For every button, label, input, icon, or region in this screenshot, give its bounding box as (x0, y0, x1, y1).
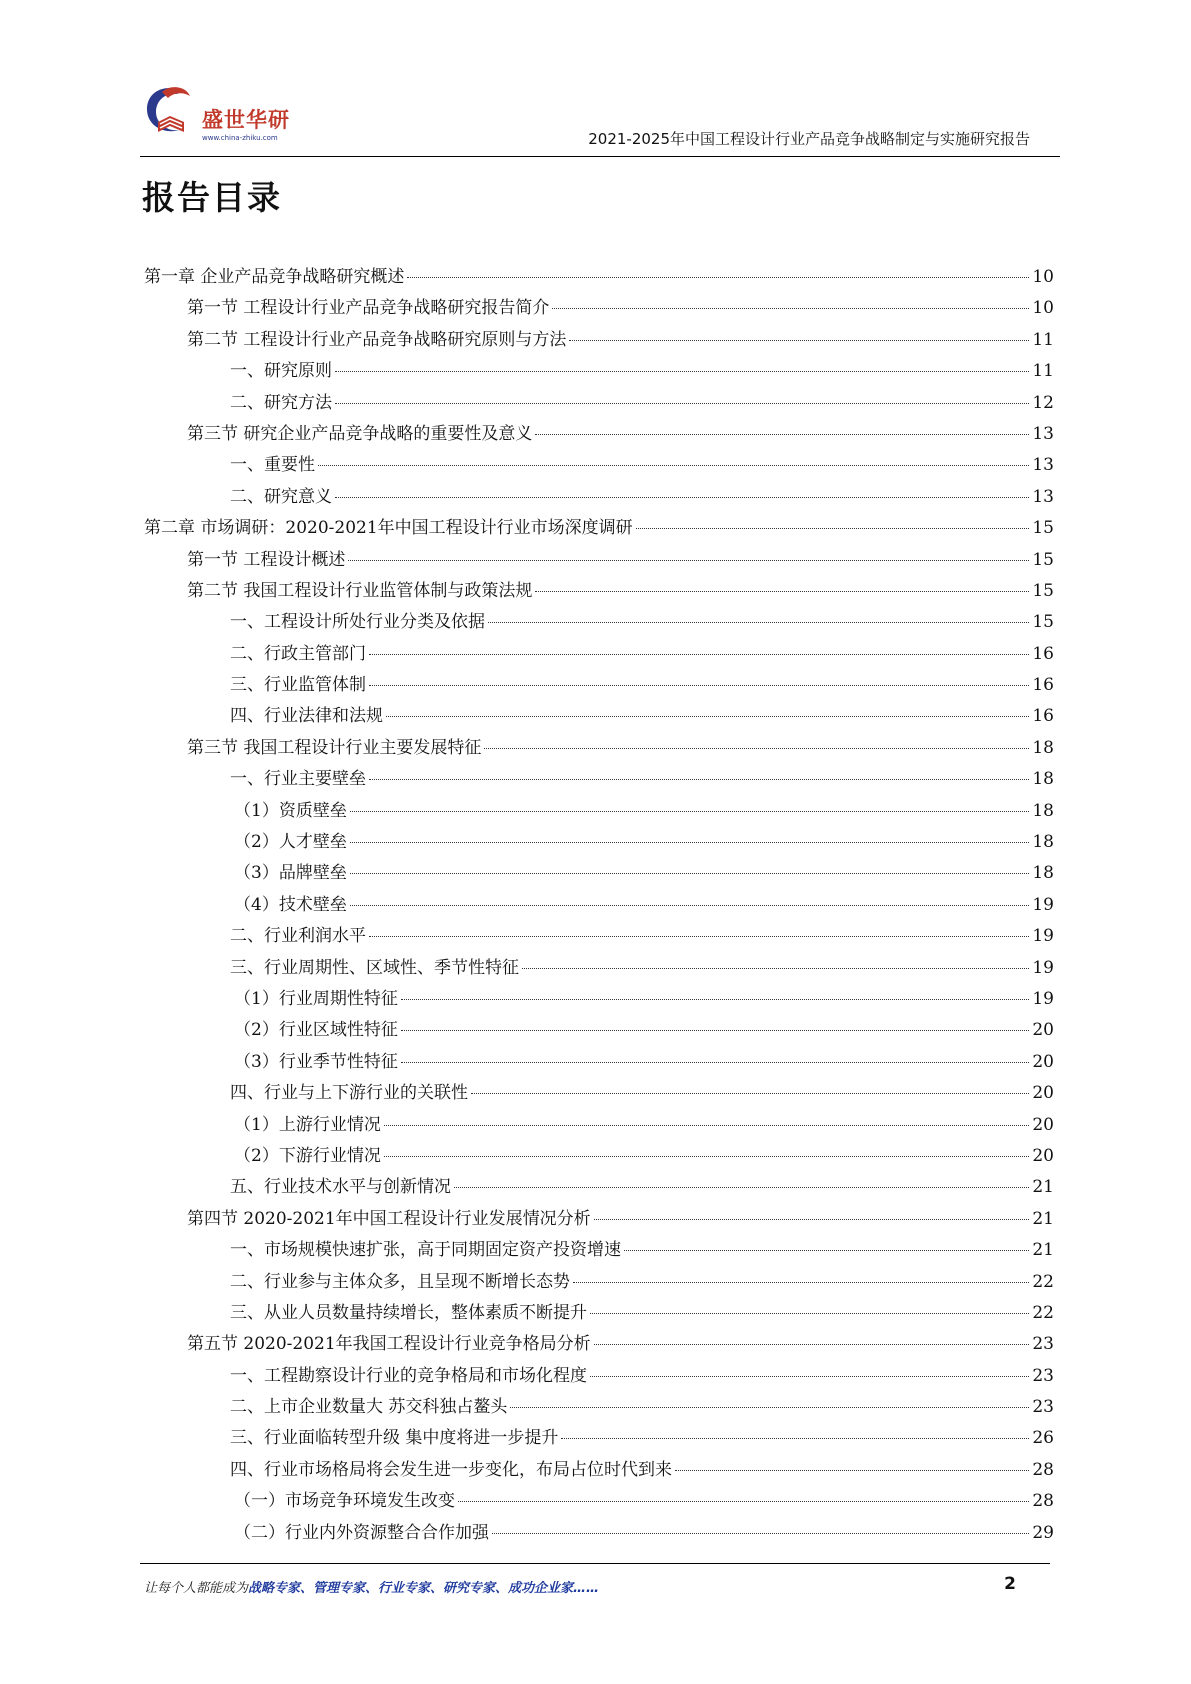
toc-entry-page: 19 (1032, 894, 1054, 915)
toc-entry-title: 第一章 企业产品竞争战略研究概述 (144, 267, 405, 287)
toc-dot-leader (350, 842, 1030, 843)
toc-dot-leader (335, 497, 1029, 498)
toc-entry-title: 三、行业周期性、区域性、季节性特征 (230, 957, 519, 978)
table-of-contents (144, 262, 1054, 1549)
toc-entry[interactable] (144, 1172, 1054, 1203)
toc-entry[interactable] (144, 827, 1054, 858)
footer-slogan-prefix: 让每个人都能成为 (144, 1581, 249, 1596)
footer-divider (140, 1563, 1050, 1564)
toc-entry[interactable] (144, 607, 1054, 638)
toc-entry[interactable] (144, 1518, 1054, 1549)
toc-entry-page: 20 (1032, 1020, 1054, 1041)
toc-entry[interactable] (144, 356, 1054, 387)
toc-dot-leader (590, 1376, 1029, 1377)
toc-entry[interactable] (144, 450, 1054, 481)
logo-url: www.china-zhiku.com (202, 134, 278, 142)
toc-entry-page: 13 (1032, 423, 1054, 444)
toc-entry-title: 第五节 2020-2021年我国工程设计行业竞争格局分析 (187, 1334, 591, 1355)
toc-entry-page: 10 (1032, 298, 1054, 319)
toc-entry[interactable] (144, 388, 1054, 419)
toc-dot-leader (492, 1533, 1029, 1534)
toc-entry[interactable] (144, 858, 1054, 889)
toc-entry[interactable] (144, 1423, 1054, 1454)
page-heading: 报告目录 (142, 178, 282, 217)
toc-dot-leader (535, 434, 1029, 435)
toc-entry[interactable] (144, 325, 1054, 356)
toc-entry[interactable] (144, 1235, 1054, 1266)
toc-entry-title: 五、行业技术水平与创新情况 (230, 1177, 451, 1198)
toc-entry-page: 21 (1032, 1177, 1054, 1198)
toc-dot-leader (594, 1344, 1030, 1345)
toc-entry-title: 第二节 工程设计行业产品竞争战略研究原则与方法 (187, 329, 567, 350)
toc-dot-leader (401, 1062, 1030, 1063)
report-title: 2021-2025年中国工程设计行业产品竞争战略制定与实施研究报告 (588, 130, 1030, 148)
toc-entry-page: 22 (1032, 1271, 1054, 1292)
toc-entry-title: 二、行业利润水平 (230, 926, 366, 947)
logo-name: 盛世华研 (202, 108, 290, 132)
toc-entry-page: 28 (1032, 1491, 1054, 1512)
toc-entry-title: （一）市场竞争环境发生改变 (234, 1491, 455, 1512)
toc-entry-title: 一、市场规模快速扩张，高于同期固定资产投资增速 (230, 1240, 621, 1261)
toc-entry-page: 18 (1032, 832, 1054, 853)
toc-dot-leader (590, 1313, 1029, 1314)
toc-entry-page: 10 (1032, 267, 1054, 287)
toc-entry-page: 19 (1032, 988, 1054, 1009)
toc-dot-leader (369, 936, 1029, 937)
toc-entry[interactable] (144, 1486, 1054, 1517)
toc-entry[interactable] (144, 796, 1054, 827)
toc-entry[interactable] (144, 419, 1054, 450)
toc-entry-title: 二、行业参与主体众多，且呈现不断增长态势 (230, 1271, 570, 1292)
footer-slogan-highlight: 战略专家、管理专家、行业专家、研究专家、成功企业家…… (248, 1581, 600, 1596)
toc-entry-title: 一、工程设计所处行业分类及依据 (230, 612, 485, 633)
toc-dot-leader (401, 999, 1030, 1000)
toc-entry-title: 第三节 我国工程设计行业主要发展特征 (187, 737, 482, 758)
toc-entry-page: 16 (1032, 643, 1054, 664)
toc-entry-page: 18 (1032, 769, 1054, 790)
toc-entry-title: （1）资质壁垒 (234, 800, 347, 821)
toc-entry[interactable] (144, 482, 1054, 513)
toc-entry-title: （1）上游行业情况 (234, 1114, 381, 1135)
toc-entry-title: 第四节 2020-2021年中国工程设计行业发展情况分析 (187, 1208, 591, 1229)
toc-entry-title: 一、重要性 (230, 455, 315, 476)
toc-entry[interactable] (144, 701, 1054, 732)
toc-dot-leader (384, 1156, 1030, 1157)
toc-entry-page: 15 (1032, 518, 1054, 539)
toc-entry[interactable] (144, 1298, 1054, 1329)
toc-entry-title: 一、研究原则 (230, 361, 332, 382)
toc-entry-title: 第二节 我国工程设计行业监管体制与政策法规 (187, 580, 533, 601)
toc-entry[interactable] (144, 984, 1054, 1015)
toc-entry-page: 11 (1032, 329, 1054, 350)
toc-dot-leader (561, 1438, 1029, 1439)
toc-dot-leader (369, 654, 1029, 655)
toc-entry-title: （二）行业内外资源整合合作加强 (234, 1522, 489, 1543)
toc-dot-leader (573, 1282, 1029, 1283)
toc-entry-page: 23 (1032, 1334, 1054, 1355)
toc-entry[interactable] (144, 1329, 1054, 1360)
toc-dot-leader (335, 371, 1029, 372)
toc-dot-leader (471, 1093, 1029, 1094)
toc-entry-page: 15 (1032, 580, 1054, 601)
toc-entry-page: 20 (1032, 1114, 1054, 1135)
toc-entry-title: 四、行业法律和法规 (230, 706, 383, 727)
toc-entry-title: 第一节 工程设计行业产品竞争战略研究报告简介 (187, 298, 550, 319)
toc-entry[interactable] (144, 639, 1054, 670)
toc-entry[interactable] (144, 293, 1054, 324)
toc-dot-leader (350, 905, 1030, 906)
toc-entry-title: （4）技术壁垒 (234, 894, 347, 915)
toc-entry[interactable] (144, 1110, 1054, 1141)
toc-entry-page: 21 (1032, 1240, 1054, 1261)
toc-entry-title: （2）下游行业情况 (234, 1145, 381, 1166)
toc-entry-title: 第一节 工程设计概述 (187, 549, 346, 570)
toc-entry-page: 23 (1032, 1365, 1054, 1386)
toc-entry-page: 19 (1032, 926, 1054, 947)
toc-dot-leader (401, 1030, 1030, 1031)
toc-entry[interactable] (144, 921, 1054, 952)
toc-dot-leader (454, 1187, 1029, 1188)
toc-dot-leader (348, 560, 1029, 561)
toc-entry[interactable] (144, 1204, 1054, 1235)
toc-dot-leader (484, 748, 1029, 749)
toc-entry-page: 20 (1032, 1051, 1054, 1072)
toc-dot-leader (510, 1407, 1029, 1408)
toc-dot-leader (318, 465, 1029, 466)
toc-dot-leader (552, 308, 1029, 309)
logo-swirl-icon (140, 82, 202, 142)
toc-dot-leader (535, 591, 1029, 592)
toc-entry[interactable] (144, 1455, 1054, 1486)
toc-entry[interactable] (144, 1078, 1054, 1109)
toc-entry[interactable] (144, 733, 1054, 764)
toc-entry-title: （1）行业周期性特征 (234, 988, 398, 1009)
toc-entry[interactable] (144, 1392, 1054, 1423)
toc-entry-title: 三、行业面临转型升级 集中度将进一步提升 (230, 1428, 559, 1449)
toc-dot-leader (522, 968, 1029, 969)
toc-entry[interactable] (144, 545, 1054, 576)
toc-dot-leader (594, 1219, 1030, 1220)
toc-entry-title: 三、行业监管体制 (230, 675, 366, 696)
toc-entry-page: 26 (1032, 1428, 1054, 1449)
toc-entry[interactable] (144, 1015, 1054, 1046)
toc-entry-title: 二、上市企业数量大 苏交科独占鳌头 (230, 1397, 508, 1418)
toc-dot-leader (369, 779, 1029, 780)
toc-dot-leader (384, 1125, 1030, 1126)
toc-entry[interactable] (144, 1361, 1054, 1392)
page-header (140, 76, 1060, 160)
toc-entry-page: 21 (1032, 1208, 1054, 1229)
toc-entry[interactable] (144, 1267, 1054, 1298)
toc-entry-title: 四、行业市场格局将会发生进一步变化，布局占位时代到来 (230, 1459, 672, 1480)
toc-entry-page: 12 (1032, 392, 1054, 413)
toc-entry-page: 16 (1032, 675, 1054, 696)
toc-entry-title: 三、从业人员数量持续增长，整体素质不断提升 (230, 1302, 587, 1323)
toc-entry-title: 一、行业主要壁垒 (230, 769, 366, 790)
toc-entry-page: 29 (1032, 1522, 1054, 1543)
toc-entry-page: 18 (1032, 863, 1054, 884)
toc-dot-leader (488, 622, 1029, 623)
toc-entry-page: 28 (1032, 1459, 1054, 1480)
toc-entry-page: 15 (1032, 612, 1054, 633)
toc-dot-leader (335, 403, 1029, 404)
toc-entry-title: 二、研究意义 (230, 486, 332, 507)
toc-entry[interactable] (144, 953, 1054, 984)
toc-dot-leader (350, 811, 1030, 812)
toc-dot-leader (675, 1470, 1029, 1471)
footer-slogan (144, 1577, 599, 1596)
toc-entry-page: 11 (1032, 361, 1054, 382)
toc-entry-title: （3）行业季节性特征 (234, 1051, 398, 1072)
toc-entry-title: 第三节 研究企业产品竞争战略的重要性及意义 (187, 423, 533, 444)
page-number: 2 (1004, 1574, 1016, 1594)
toc-entry[interactable] (144, 1141, 1054, 1172)
toc-dot-leader (569, 340, 1029, 341)
toc-dot-leader (458, 1501, 1029, 1502)
toc-entry[interactable] (144, 576, 1054, 607)
toc-entry[interactable] (144, 764, 1054, 795)
toc-entry-page: 13 (1032, 486, 1054, 507)
toc-entry-page: 20 (1032, 1145, 1054, 1166)
toc-entry-title: 第二章 市场调研：2020-2021年中国工程设计行业市场深度调研 (144, 518, 633, 539)
toc-dot-leader (407, 277, 1029, 278)
toc-dot-leader (624, 1250, 1029, 1251)
toc-entry-page: 16 (1032, 706, 1054, 727)
toc-entry-page: 13 (1032, 455, 1054, 476)
toc-entry-title: 四、行业与上下游行业的关联性 (230, 1083, 468, 1104)
toc-entry-title: （2）行业区域性特征 (234, 1020, 398, 1041)
toc-entry[interactable] (144, 890, 1054, 921)
toc-entry[interactable] (144, 670, 1054, 701)
toc-entry-page: 15 (1032, 549, 1054, 570)
toc-entry[interactable] (144, 262, 1054, 293)
toc-entry-page: 22 (1032, 1302, 1054, 1323)
toc-entry-page: 20 (1032, 1083, 1054, 1104)
company-logo (140, 82, 310, 154)
toc-entry-page: 18 (1032, 737, 1054, 758)
toc-entry-page: 23 (1032, 1397, 1054, 1418)
toc-entry-title: （2）人才壁垒 (234, 832, 347, 853)
toc-entry-page: 18 (1032, 800, 1054, 821)
header-divider (140, 156, 1060, 157)
toc-entry[interactable] (144, 1047, 1054, 1078)
toc-dot-leader (369, 685, 1029, 686)
toc-dot-leader (636, 528, 1030, 529)
toc-entry-title: 二、研究方法 (230, 392, 332, 413)
toc-entry-title: （3）品牌壁垒 (234, 863, 347, 884)
toc-entry[interactable] (144, 513, 1054, 544)
toc-entry-title: 二、行政主管部门 (230, 643, 366, 664)
toc-dot-leader (386, 716, 1029, 717)
toc-entry-title: 一、工程勘察设计行业的竞争格局和市场化程度 (230, 1365, 587, 1386)
toc-entry-page: 19 (1032, 957, 1054, 978)
toc-dot-leader (350, 873, 1030, 874)
